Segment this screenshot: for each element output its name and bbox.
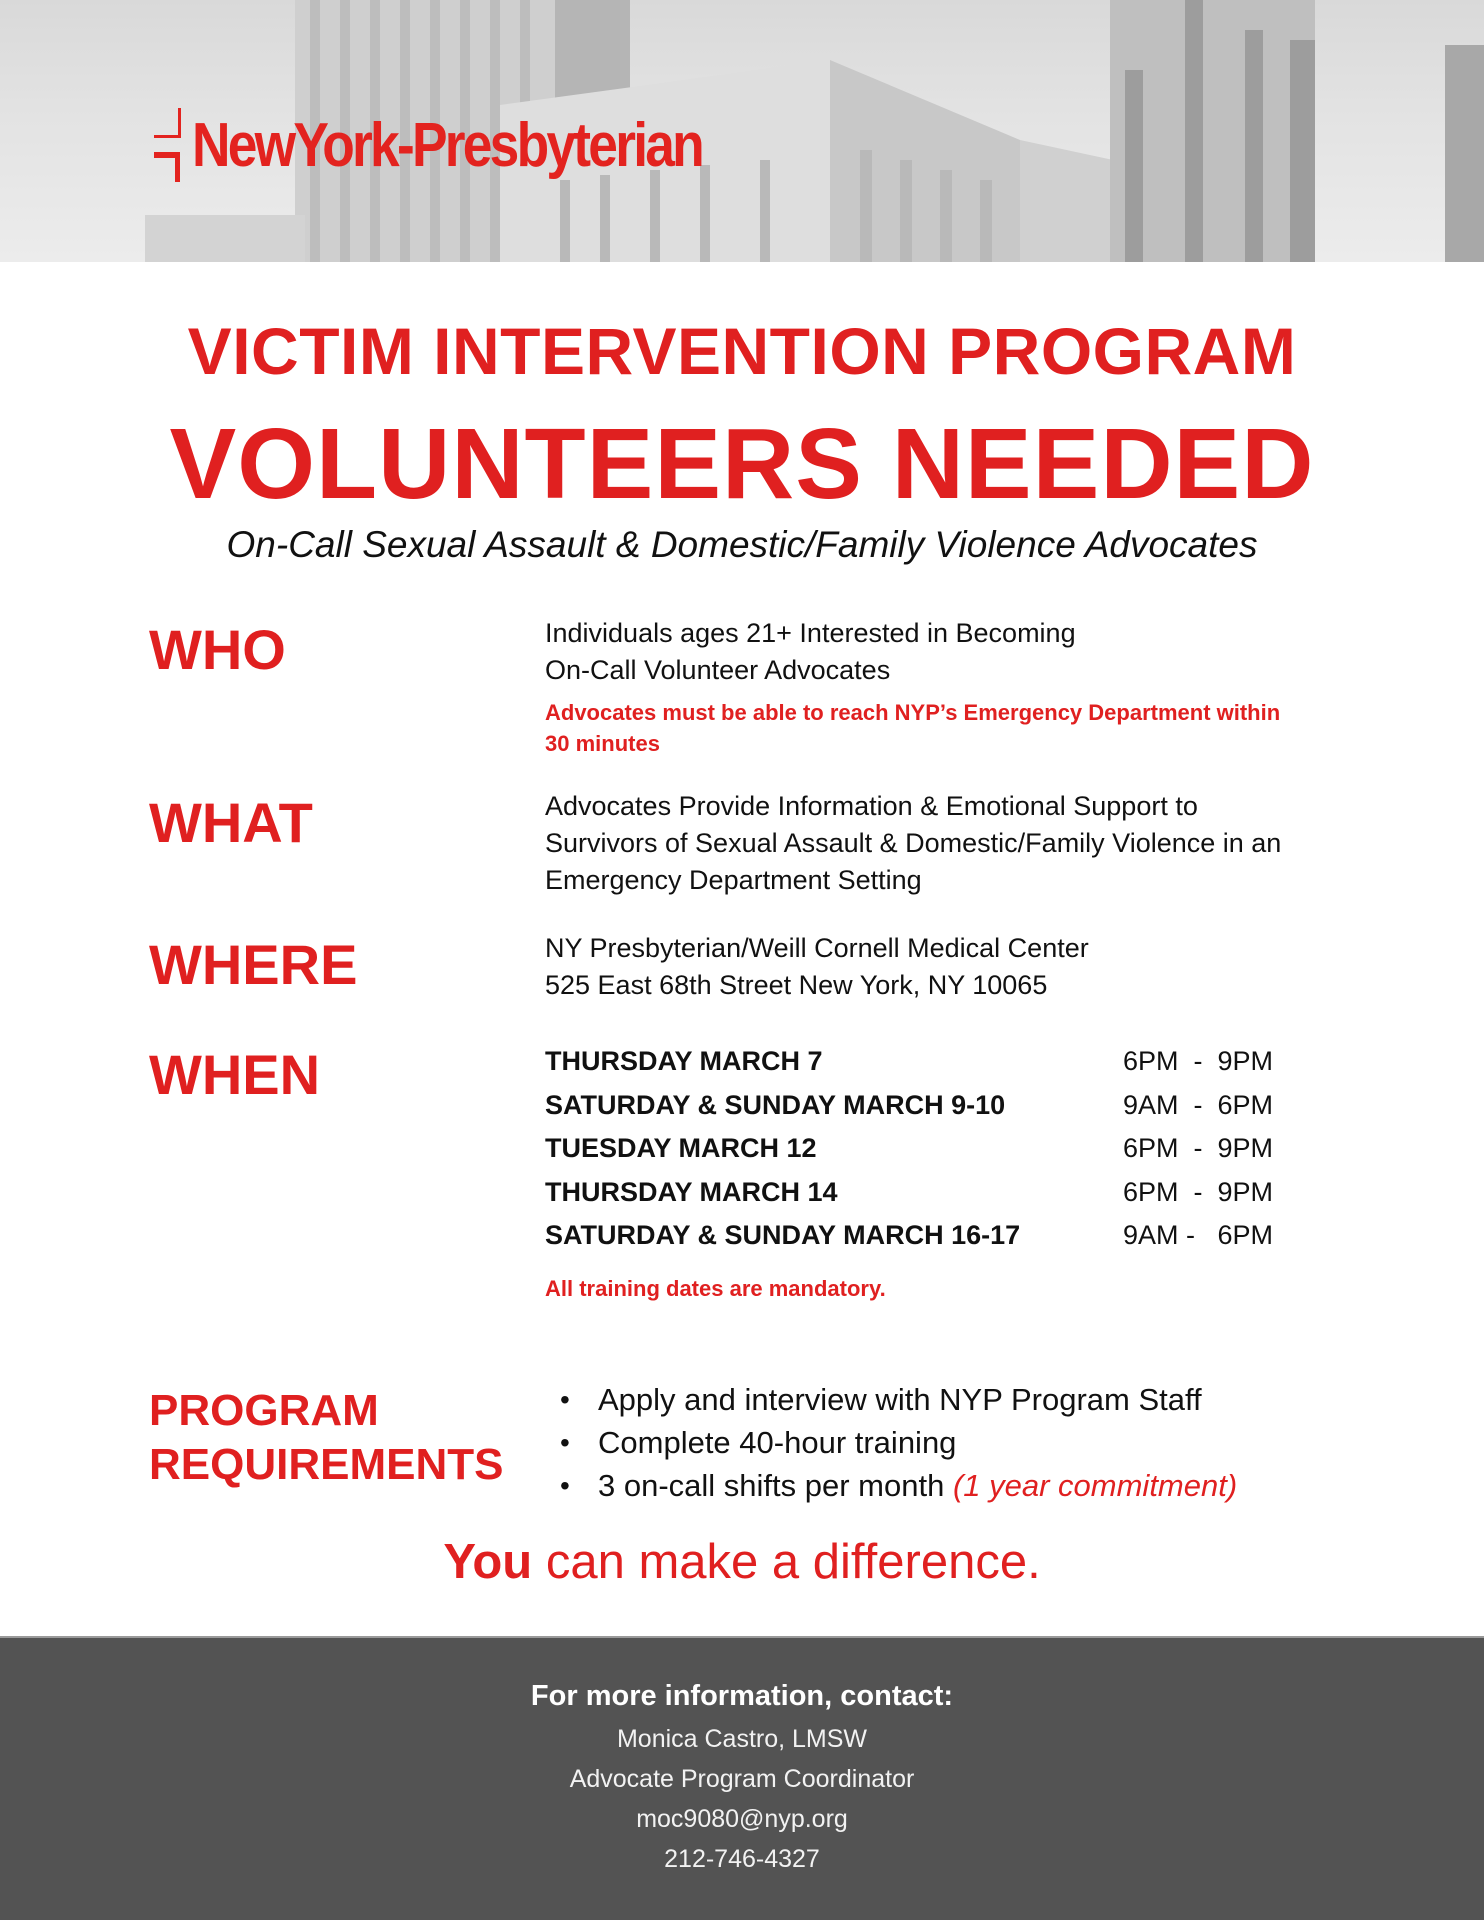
program-title: VICTIM INTERVENTION PROGRAM: [187, 314, 1297, 388]
schedule-table: [545, 1043, 1295, 1261]
schedule-time: 6PM - 9PM: [1123, 1133, 1274, 1163]
schedule-date: THURSDAY MARCH 7: [545, 1046, 823, 1076]
requirements-label-line: REQUIREMENTS: [149, 1440, 504, 1489]
what-line: Advocates Provide Information & Emotional Support to: [545, 791, 1198, 821]
when-label: WHEN: [149, 1043, 321, 1106]
contact-phone: 212-746-4327: [664, 1845, 820, 1873]
requirement-item: [560, 1378, 1237, 1421]
contact-heading: For more information, contact:: [530, 1680, 954, 1712]
schedule-row: [545, 1043, 1295, 1087]
who-note-line: Advocates must be able to reach NYP’s Emergency Department within: [545, 700, 1281, 725]
schedule-date: TUESDAY MARCH 12: [545, 1133, 817, 1163]
who-line: Individuals ages 21+ Interested in Becoming: [545, 618, 1076, 648]
nyp-bracket-icon: [152, 108, 182, 184]
who-label: WHO: [149, 618, 286, 681]
who-line: On-Call Volunteer Advocates: [545, 655, 891, 685]
contact-role: Advocate Program Coordinator: [569, 1765, 915, 1793]
bullet-icon: •: [560, 1427, 570, 1458]
requirements-list: [560, 1378, 1237, 1507]
schedule-date: SATURDAY & SUNDAY MARCH 9-10: [545, 1089, 1006, 1120]
what-line: Survivors of Sexual Assault & Domestic/Family Violence in an: [545, 828, 1282, 858]
schedule-row: [545, 1130, 1295, 1174]
commitment-note: (1 year commitment): [952, 1468, 1238, 1503]
where-text: [545, 930, 1089, 1004]
who-note: [545, 697, 1280, 759]
what-label: WHAT: [149, 791, 313, 854]
where-line: NY Presbyterian/Weill Cornell Medical Center: [545, 933, 1089, 963]
schedule-row: [545, 1217, 1295, 1261]
contact-email-link[interactable]: moc9080@nyp.org: [636, 1805, 848, 1833]
who-note-line: 30 minutes: [545, 731, 660, 756]
tagline: [0, 1535, 1484, 1589]
tagline-rest: can make a difference.: [532, 1535, 1041, 1589]
what-line: Emergency Department Setting: [545, 865, 922, 895]
mandatory-note: All training dates are mandatory.: [545, 1276, 886, 1301]
where-line: 525 East 68th Street New York, NY 10065: [545, 970, 1048, 1000]
requirement-text: 3 on-call shifts per month: [598, 1468, 953, 1503]
headline: VOLUNTEERS NEEDED: [169, 408, 1315, 520]
bullet-icon: •: [560, 1384, 570, 1415]
bullet-icon: •: [560, 1470, 570, 1501]
requirements-label: [149, 1384, 503, 1492]
schedule-date: SATURDAY & SUNDAY MARCH 16-17: [545, 1220, 1021, 1250]
requirement-text: Complete 40-hour training: [598, 1425, 957, 1460]
nyp-logo: [152, 106, 785, 186]
schedule-date: THURSDAY MARCH 14: [545, 1176, 838, 1207]
logo-wordmark: NewYork-Presbyterian: [192, 111, 702, 180]
requirements-label-line: PROGRAM: [149, 1386, 379, 1435]
schedule-row: [545, 1087, 1295, 1131]
schedule-time: 6PM - 9PM: [1123, 1046, 1274, 1076]
requirement-text: Apply and interview with NYP Program Staff: [598, 1382, 1202, 1417]
what-text: [545, 788, 1281, 899]
schedule-time: 9AM - 6PM: [1123, 1089, 1274, 1120]
where-label: WHERE: [149, 933, 358, 996]
schedule-row: [545, 1174, 1295, 1218]
subtitle: On-Call Sexual Assault & Domestic/Family Violence Advocates: [226, 524, 1258, 565]
schedule-time: 6PM - 9PM: [1123, 1176, 1274, 1207]
contact-name: Monica Castro, LMSW: [616, 1725, 868, 1753]
contact-footer: [0, 1636, 1484, 1920]
requirement-item: [560, 1464, 1237, 1507]
tagline-bold: You: [443, 1535, 533, 1589]
schedule-time: 9AM - 6PM: [1123, 1220, 1274, 1250]
who-text: [545, 615, 1076, 689]
requirement-item: [560, 1421, 1237, 1464]
header-banner: [0, 0, 1484, 262]
